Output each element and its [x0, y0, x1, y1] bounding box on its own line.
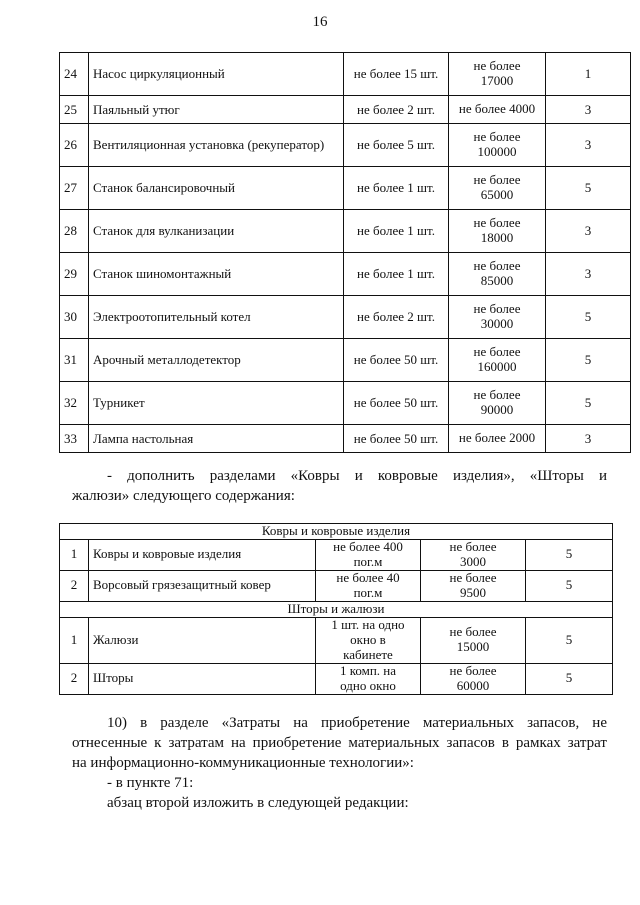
carpet-curtain-table [59, 523, 613, 695]
item-term: 1 [546, 53, 631, 96]
item-name: Вентиляционная установка (рекуператор) [89, 124, 344, 167]
row-number: 30 [60, 296, 89, 339]
table-row [60, 570, 613, 601]
item-name: Жалюзи [89, 617, 316, 663]
item-price: не более 30000 [449, 296, 546, 339]
item-name: Ковры и ковровые изделия [89, 539, 316, 570]
row-number: 26 [60, 124, 89, 167]
item-price: не более 18000 [449, 210, 546, 253]
paragraph-line: жалюзи» следующего содержания: [72, 488, 295, 504]
item-term: 5 [526, 570, 613, 601]
table-row [60, 339, 631, 382]
row-number: 31 [60, 339, 89, 382]
item-quantity: не более 50 шт. [344, 382, 449, 425]
paragraph-section-10 [72, 713, 607, 813]
item-price: не более 160000 [449, 339, 546, 382]
paragraph-line: абзац второй изложить в следующей редакции: [107, 795, 409, 811]
item-quantity: не более 50 шт. [344, 339, 449, 382]
item-quantity: не более 2 шт. [344, 296, 449, 339]
item-quantity: не более 2 шт. [344, 96, 449, 124]
item-name: Станок балансировочный [89, 167, 344, 210]
row-number: 32 [60, 382, 89, 425]
section-header-row [60, 524, 613, 540]
table-row [60, 253, 631, 296]
section-header-row [60, 601, 613, 617]
item-term: 3 [546, 253, 631, 296]
row-number: 28 [60, 210, 89, 253]
table-row [60, 210, 631, 253]
item-price: не более 3000 [421, 539, 526, 570]
item-quantity: не более 50 шт. [344, 425, 449, 453]
item-quantity: 1 шт. на одно окно в кабинете [316, 617, 421, 663]
item-quantity: не более 1 шт. [344, 210, 449, 253]
table-row [60, 53, 631, 96]
item-term: 5 [526, 617, 613, 663]
item-price: не более 2000 [449, 425, 546, 453]
row-number: 1 [60, 617, 89, 663]
item-quantity: не более 5 шт. [344, 124, 449, 167]
item-price: не более 60000 [421, 663, 526, 694]
table-row [60, 425, 631, 453]
item-term: 3 [546, 124, 631, 167]
paragraph-line: 10) в разделе «Затраты на приобретение материальных запасов, не [107, 715, 607, 731]
row-number: 29 [60, 253, 89, 296]
row-number: 2 [60, 663, 89, 694]
item-price: не более 90000 [449, 382, 546, 425]
table-row [60, 124, 631, 167]
item-price: не более 4000 [449, 96, 546, 124]
page-number: 16 [312, 14, 328, 30]
table-row [60, 539, 613, 570]
row-number: 33 [60, 425, 89, 453]
item-quantity: не более 1 шт. [344, 167, 449, 210]
item-term: 3 [546, 210, 631, 253]
item-name: Паяльный утюг [89, 96, 344, 124]
item-term: 5 [546, 296, 631, 339]
item-name: Насос циркуляционный [89, 53, 344, 96]
item-name: Станок для вулканизации [89, 210, 344, 253]
item-term: 5 [546, 339, 631, 382]
item-term: 5 [526, 539, 613, 570]
row-number: 25 [60, 96, 89, 124]
item-name: Арочный металлодетектор [89, 339, 344, 382]
item-quantity: не более 400 пог.м [316, 539, 421, 570]
table-row [60, 296, 631, 339]
table-row [60, 96, 631, 124]
item-term: 3 [546, 96, 631, 124]
item-quantity: 1 комп. на одно окно [316, 663, 421, 694]
item-name: Турникет [89, 382, 344, 425]
table-row [60, 663, 613, 694]
section-title: Ковры и ковровые изделия [60, 524, 613, 540]
item-price: не более 100000 [449, 124, 546, 167]
item-term: 3 [546, 425, 631, 453]
table-row [60, 617, 613, 663]
item-price: не более 65000 [449, 167, 546, 210]
item-name: Лампа настольная [89, 425, 344, 453]
paragraph-line: отнесенные к затратам на приобретение материальных запасов в рамках затрат [72, 735, 607, 751]
equipment-table [59, 52, 631, 453]
paragraph-line: - в пункте 71: [107, 775, 194, 791]
item-price: не более 15000 [421, 617, 526, 663]
item-price: не более 17000 [449, 53, 546, 96]
item-quantity: не более 40 пог.м [316, 570, 421, 601]
item-term: 5 [546, 382, 631, 425]
item-term: 5 [546, 167, 631, 210]
section-title: Шторы и жалюзи [60, 601, 613, 617]
paragraph-add-sections [72, 466, 607, 506]
item-name: Электроотопительный котел [89, 296, 344, 339]
item-price: не более 85000 [449, 253, 546, 296]
paragraph-line: на информационно-коммуникационные технологии»: [72, 755, 414, 771]
item-name: Станок шиномонтажный [89, 253, 344, 296]
row-number: 2 [60, 570, 89, 601]
row-number: 27 [60, 167, 89, 210]
row-number: 24 [60, 53, 89, 96]
paragraph-line: - дополнить разделами «Ковры и ковровые изделия», «Шторы и [107, 468, 607, 484]
item-name: Ворсовый грязезащитный ковер [89, 570, 316, 601]
item-quantity: не более 1 шт. [344, 253, 449, 296]
item-name: Шторы [89, 663, 316, 694]
table-row [60, 167, 631, 210]
item-term: 5 [526, 663, 613, 694]
row-number: 1 [60, 539, 89, 570]
table-row [60, 382, 631, 425]
item-quantity: не более 15 шт. [344, 53, 449, 96]
item-price: не более 9500 [421, 570, 526, 601]
